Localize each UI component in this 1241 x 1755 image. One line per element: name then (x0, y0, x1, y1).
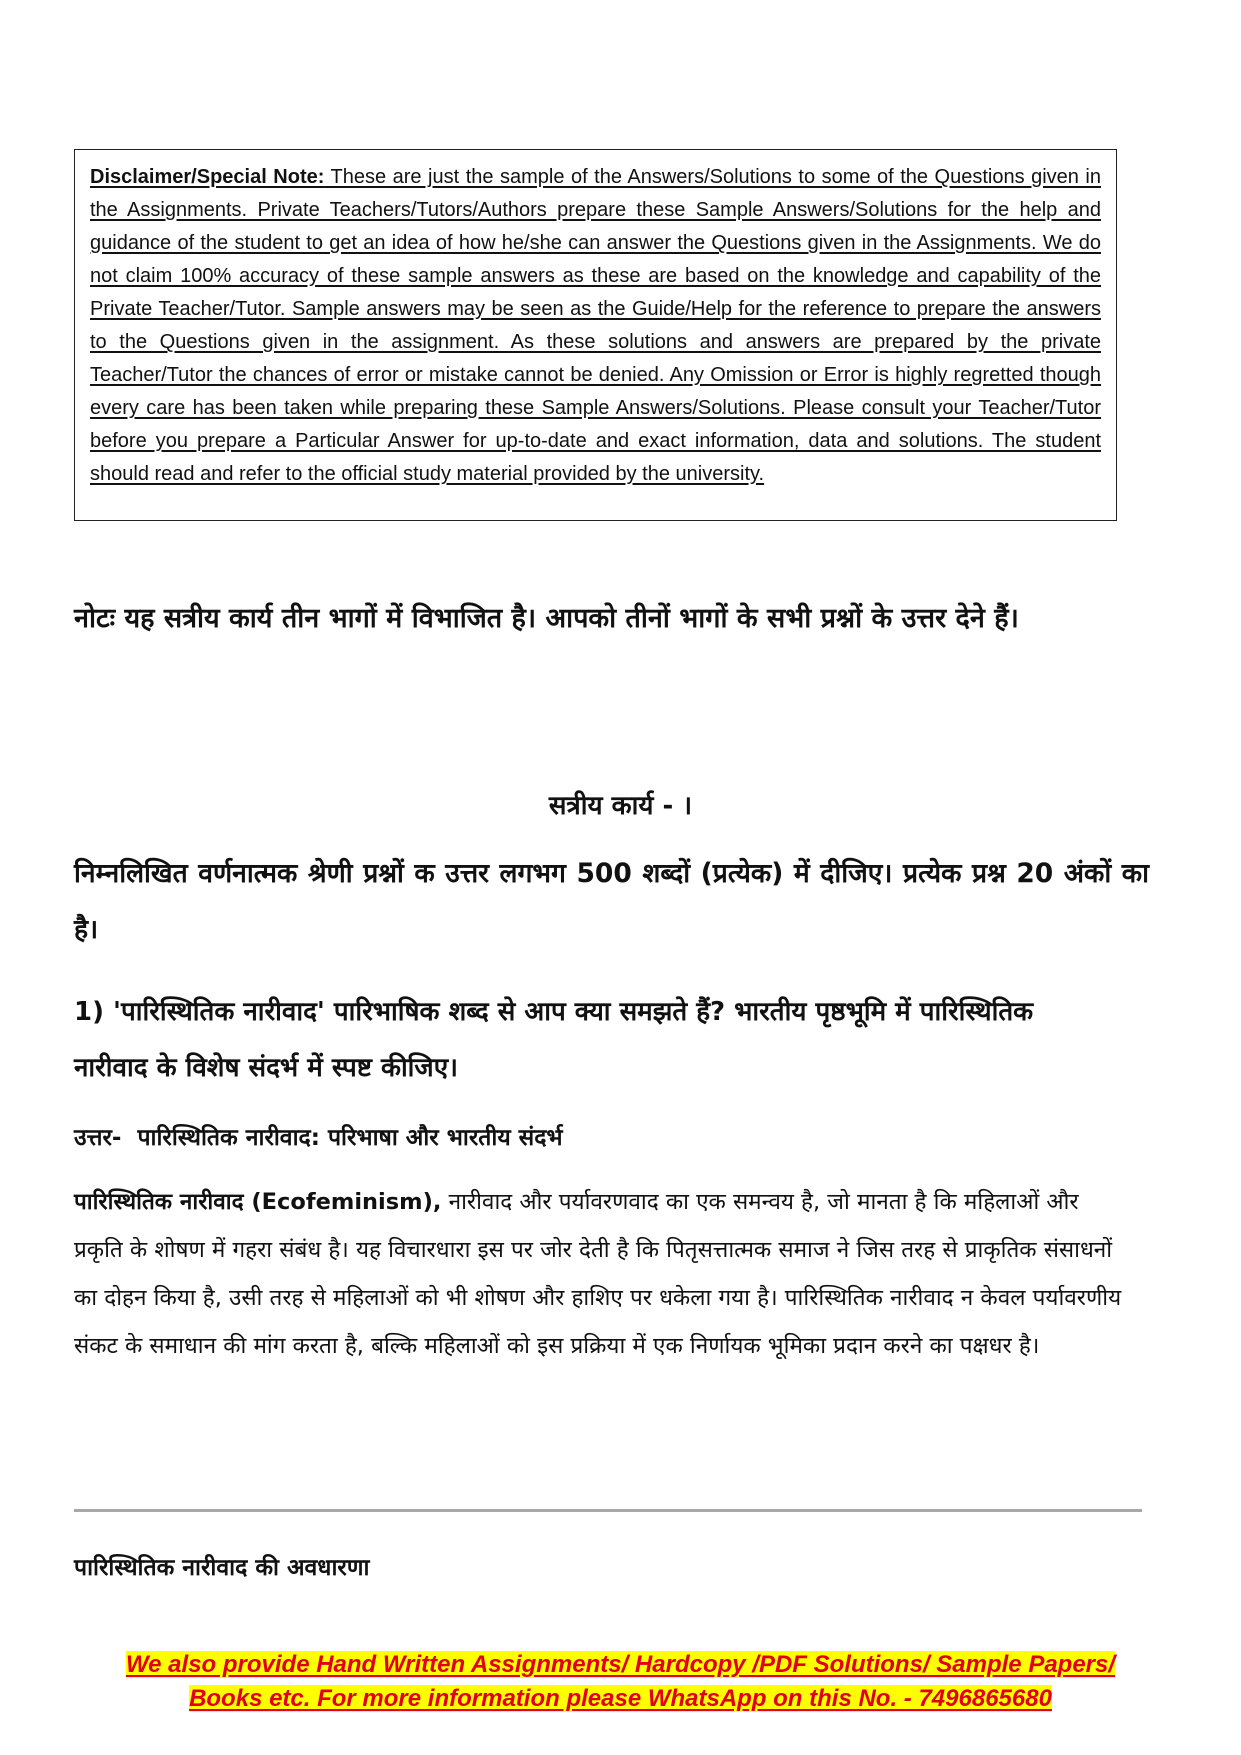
horizontal-divider (74, 1509, 1142, 1512)
answer-label: उत्तर- (74, 1125, 122, 1151)
answer-paragraph (74, 1178, 1134, 1370)
assignment-note: नोटः यह सत्रीय कार्य तीन भागों में विभाजित है। आपको तीनों भागों के सभी प्रश्नों के उत्तर देने हैं। (74, 603, 1019, 634)
disclaimer-label: Disclaimer/Special Note: (90, 166, 325, 188)
answer-body: नारीवाद और पर्यावरणवाद का एक समन्वय है, जो मानता है कि महिलाओं और प्रकृति के शोषण में गहरा संबंध है। यह विचारधारा इस पर जोर देती है कि पितृसत्तात्मक समाज ने जिस तरह से प्राकृतिक संसाधनों का दोहन किया है, उसी तरह से महिलाओं को भी शोषण और हाशिए पर धकेला गया है। पारिस्थितिक नारीवाद न केवल पर्यावरणीय संकट के समाधान की मांग करता है, बल्कि महिलाओं को इस प्रक्रिया में एक निर्णायक भूमिका प्रदान करने का पक्षधर है। (74, 1189, 1122, 1359)
disclaimer-box (74, 149, 1117, 521)
section-title: सत्रीय कार्य - । (548, 791, 693, 821)
promo-line-1: We also provide Hand Written Assignments/ Hardcopy /PDF Solutions/ Sample Papers/ (125, 1651, 1116, 1678)
answer-lead: पारिस्थितिक नारीवाद (Ecofeminism), (74, 1189, 442, 1215)
promo-footer (0, 1648, 1241, 1716)
disclaimer-text (90, 161, 1101, 491)
answer-heading (74, 1120, 563, 1152)
promo-line-2: Books etc. For more information please WhatsApp on this No. - 7496865680 (189, 1685, 1052, 1712)
disclaimer-body: These are just the sample of the Answers/Solutions to some of the Questions given in the Assignments. Private Teachers/Tutors/Authors prepare these Sample Answers/Solutions for the help and guidance of the student to get an idea of how he/she can answer the Questions given in the Assignments. We do not claim 100% accuracy of these sample answers as these are based on the knowledge and capability of the Private Teacher/Tutor. Sample answers may be seen as the Guide/Help for the reference to prepare the answers to the Questions given in the assignment. As these solutions and answers are prepared by the private Teacher/Tutor the chances of error or mistake cannot be denied. Any Omission or Error is highly regretted though every care has been taken while preparing these Sample Answers/Solutions. Please consult your Teacher/Tutor before you prepare a Particular Answer for up-to-date and exact information, data and solutions. The student should read and refer to the official study material provided by the university. (90, 166, 1101, 485)
instruction-text: निम्नलिखित वर्णनात्मक श्रेणी प्रश्नों क उत्तर लगभग 500 शब्दों (प्रत्येक) में दीजिए। प्रत्येक प्रश्न 20 अंकों का है। (74, 858, 1149, 945)
question-1: 1) 'पारिस्थितिक नारीवाद' पारिभाषिक शब्द से आप क्या समझते हैं? भारतीय पृष्ठभूमि में पारिस्थितिक नारीवाद के विशेष संदर्भ में स्पष्ट कीजिए। (74, 997, 1034, 1083)
answer-title: पारिस्थितिक नारीवाद: परिभाषा और भारतीय संदर्भ (137, 1125, 563, 1151)
subheading: पारिस्थितिक नारीवाद की अवधारणा (74, 1555, 370, 1581)
